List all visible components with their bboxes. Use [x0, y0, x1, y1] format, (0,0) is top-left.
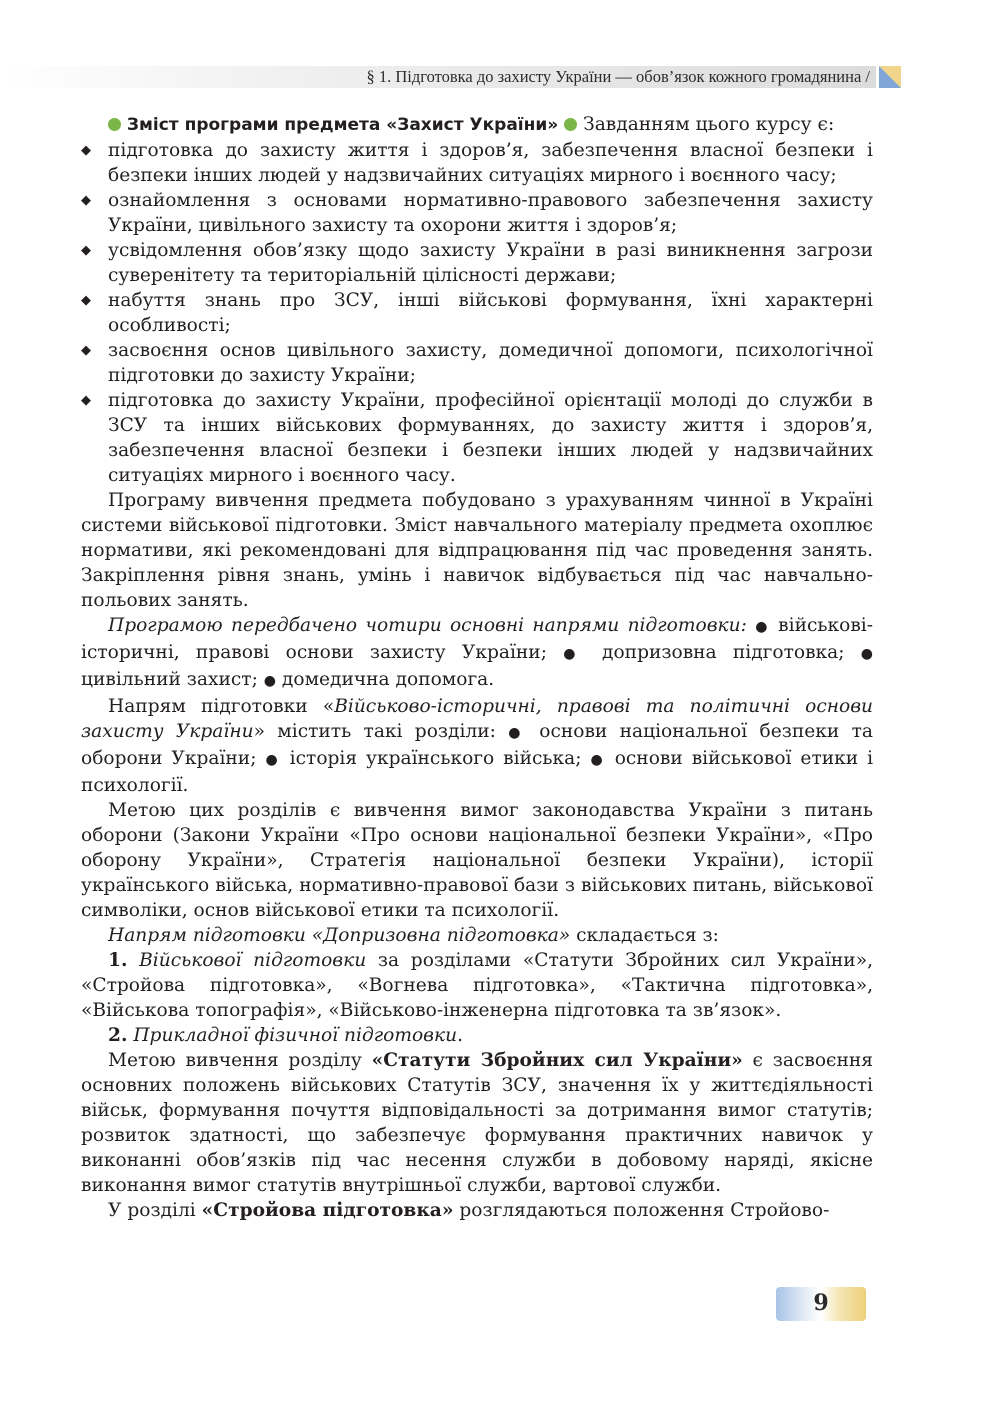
- dot-bullet-icon: ●: [508, 725, 527, 741]
- page-header: [0, 0, 992, 92]
- paragraph-goal-sections: Метою цих розділів є вивчення вимог законодавства України з питань оборони (Закони України «Про основи національної безпеки України», «Про оборону України», Стратегія національної безпеки України), історії українського війська, нормативно-правової бази з військових питань, військової символіки, основ військової етики та психології.: [81, 800, 873, 921]
- diamond-bullet-icon: ◆: [81, 293, 91, 308]
- tasks-list: [81, 138, 873, 488]
- list-item: ◆ набуття знань про ЗСУ, інші військові формування, їхні характерні особливості;: [81, 290, 873, 336]
- dot-bullet-icon: ●: [265, 752, 281, 768]
- page-number: 9: [813, 1290, 829, 1316]
- green-bullet-icon: [108, 118, 121, 131]
- list-item: ◆ засвоєння основ цивільного захисту, домедичної допомоги, психологічної підготовки до захисту України;: [81, 340, 873, 386]
- diamond-bullet-icon: ◆: [81, 393, 91, 408]
- intro-end: є:: [817, 114, 835, 135]
- dot-bullet-icon: ●: [860, 646, 874, 662]
- dot-bullet-icon: ●: [590, 752, 606, 768]
- list-item: ◆ підготовка до захисту України, професійної орієнтації молоді до служби в ЗСУ та інших військових формуваннях, до захисту життя і здоров’я, забезпечення власної безпеки і безпеки інших людей у надзвичайних ситуаціях мирного і воєнного часу.: [81, 390, 873, 486]
- paragraph-drill: У розділі «Стройова підготовка» розглядаються положення Стройово-: [108, 1200, 830, 1221]
- dot-bullet-icon: ●: [755, 619, 770, 635]
- paragraph-military-history: Напрям підготовки «Військово-історичні, правові та політичні основи захисту України» містить такі розділи: ● основи національної безпеки та оборони України; ● історія українського війська; ● основи військової етики і психології.: [81, 696, 874, 796]
- list-item: ◆ усвідомлення обов’язку щодо захисту України в разі виникнення загрози суверенітету та територіальній цілісності держави;: [81, 240, 873, 286]
- list-item: ◆ ознайомлення з основами нормативно-правового забезпечення захисту України, цивільного захисту та охорони життя і здоров’я;: [81, 190, 873, 236]
- green-bullet-icon: [564, 118, 577, 131]
- diamond-bullet-icon: ◆: [81, 343, 91, 358]
- section-heading: Зміст програми предмета «Захист України»: [126, 115, 559, 135]
- paragraph-military-training: 1. Військової підготовки за розділами «Статути Збройних сил України», «Стройова підготовка», «Вогнева підготовка», «Тактична підготовка», «Військова топографія», «Військово-інженерна підготовка та зв’язок».: [81, 950, 873, 1021]
- paragraph-pre-conscription: Напрям підготовки «Допризовна підготовка» складається з:: [108, 925, 719, 946]
- paragraph-directions: Програмою передбачено чотири основні напрями підготовки: ● військові-історичні, правові основи захисту України; ● допризовна підготовка; ● цивільний захист; ● домедична допомога.: [81, 615, 874, 690]
- diamond-bullet-icon: ◆: [81, 243, 91, 258]
- diamond-bullet-icon: ◆: [81, 193, 91, 208]
- dot-bullet-icon: ●: [563, 646, 586, 662]
- paragraph-physical-training: 2. Прикладної фізичної підготовки.: [108, 1025, 463, 1046]
- paragraph-statutes: Метою вивчення розділу «Статути Збройних сил України» є засвоєння основних положень військових Статутів ЗСУ, значення їх у життєдіяльності військ, формування почуття відповідальності за дотримання вимог статутів; розвиток здатності, що забезпечує формування практичних навичок у виконанні обов’язків під час несення служби в добовому наряді, якісне виконання вимог статутів внутрішньої служби, вартової служби.: [81, 1050, 873, 1196]
- section-heading-paragraph: [81, 112, 873, 138]
- corner-triangle-icon: [879, 66, 901, 88]
- dot-bullet-icon: ●: [263, 673, 276, 689]
- list-item: ◆ підготовка до захисту життя і здоров’я, забезпечення власної безпеки і безпеки інших людей у надзвичайних ситуаціях мирного і воєнного часу;: [81, 140, 873, 186]
- diamond-bullet-icon: ◆: [81, 143, 91, 158]
- page-body: [81, 112, 873, 1223]
- page-number-tab: [776, 1287, 866, 1321]
- running-title: § 1. Підготовка до захисту України — обов’язок кожного громадянина /: [366, 67, 870, 86]
- paragraph-program: Програму вивчення предмета побудовано з урахуванням чинної в Україні системи військової підготовки. Зміст навчального матеріалу предмета охоплює нормативи, які рекомендовані для відпрацювання під час проведення занять. Закріплення рівня знань, умінь і навичок відбувається під час навчально-польових занять.: [81, 490, 873, 611]
- intro-text: Завданням цього курсу: [583, 114, 812, 135]
